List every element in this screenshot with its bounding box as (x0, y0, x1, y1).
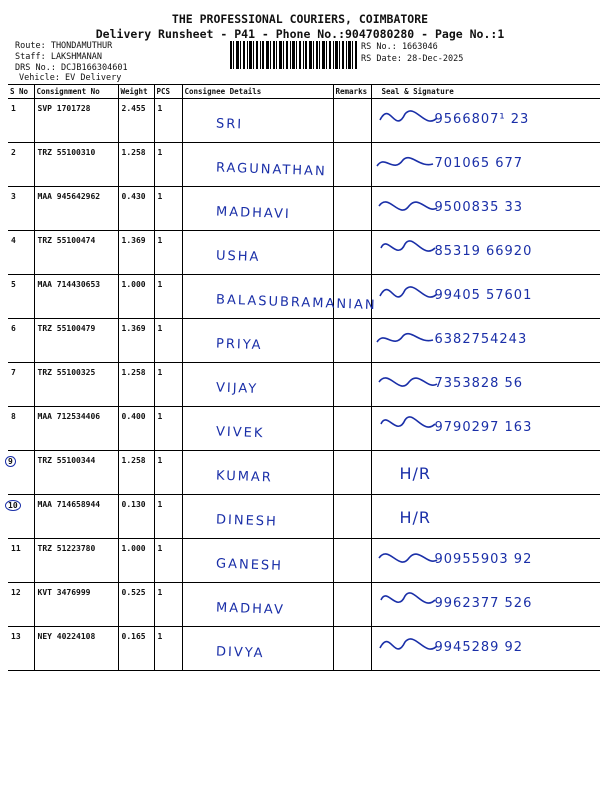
row-remarks (333, 407, 371, 451)
row-consignment-no-value: NEY 40224108 (37, 632, 96, 641)
table-body (8, 99, 600, 671)
table-row (8, 231, 600, 275)
row-consignment-no-value: TRZ 55100474 (37, 236, 96, 245)
row-signature (371, 275, 600, 319)
row-consignee (182, 275, 377, 319)
row-signature (371, 451, 600, 495)
row-signature (371, 583, 600, 627)
row-sno-value: 3 (11, 192, 16, 201)
table-row (8, 495, 600, 539)
row-remarks (333, 143, 371, 187)
signature-text: H/R (399, 508, 432, 527)
row-consignment-no (34, 407, 118, 451)
row-pcs (154, 583, 182, 627)
row-remarks (333, 627, 371, 671)
row-consignment-no-value: TRZ 51223780 (37, 544, 96, 553)
row-consignee (182, 627, 333, 671)
signature-text: 99405 57601 (434, 288, 533, 303)
table-row (8, 407, 600, 451)
table-row (8, 99, 600, 143)
col-consignment: Consignment No (34, 85, 118, 99)
row-weight-value: 0.400 (121, 412, 146, 421)
row-sno (8, 143, 34, 187)
row-consignment-no-value: SVP 1701728 (37, 104, 91, 113)
table-row (8, 627, 600, 671)
row-sno (8, 275, 34, 319)
row-sno (8, 627, 34, 671)
row-weight (118, 495, 154, 539)
row-pcs (154, 143, 182, 187)
row-consignment-no-value: TRZ 55100310 (37, 148, 96, 157)
signature-box (375, 632, 599, 670)
signature-box (375, 192, 599, 230)
row-weight (118, 583, 154, 627)
staff-label: Staff: LAKSHMANAN (15, 52, 102, 62)
row-weight (118, 407, 154, 451)
runsheet-subtitle: Delivery Runsheet - P41 - Phone No.:9047080280 - Page No.:1 (95, 27, 505, 41)
signature-text: 7353828 56 (434, 376, 524, 391)
row-consignment-no (34, 231, 118, 275)
row-weight-value: 0.525 (121, 588, 146, 597)
row-consignment-no-value: MAA 945642962 (37, 192, 101, 201)
row-signature (371, 99, 600, 143)
row-consignment-no (34, 99, 118, 143)
signature-box (375, 324, 599, 362)
row-weight (118, 363, 154, 407)
signature-box (375, 456, 599, 494)
signature-box (375, 500, 599, 538)
table-row (8, 363, 600, 407)
row-consignee (182, 539, 333, 583)
row-consignment-no-value: MAA 712534406 (37, 412, 101, 421)
signature-box (375, 368, 599, 406)
table-row (8, 275, 600, 319)
row-consignment-no (34, 627, 118, 671)
row-remarks (333, 363, 371, 407)
row-sno (8, 99, 34, 143)
signature-box (375, 588, 599, 626)
col-consignee: Consignee Details (182, 85, 333, 99)
row-signature (371, 495, 600, 539)
row-pcs-value: 1 (157, 632, 163, 641)
row-sno-value: 5 (11, 280, 16, 289)
table-row (8, 143, 600, 187)
rs-number: RS No.: 1663046 (361, 42, 438, 52)
row-consignment-no-value: TRZ 55100344 (37, 456, 96, 465)
consignee-name: VIJAY (215, 380, 258, 397)
row-sno-value: 2 (11, 148, 16, 157)
signature-text: 9962377 526 (434, 596, 533, 611)
row-pcs (154, 99, 182, 143)
row-signature (371, 143, 600, 187)
row-weight-value: 2.455 (121, 104, 146, 113)
row-sno-value: 7 (11, 368, 16, 377)
consignee-name: DIVYA (215, 644, 265, 662)
col-sno: S No (8, 85, 34, 99)
row-pcs (154, 539, 182, 583)
row-pcs-value: 1 (157, 280, 163, 289)
row-weight-value: 1.369 (121, 324, 146, 333)
signature-box (375, 236, 599, 274)
row-sno (8, 583, 34, 627)
row-sno (8, 539, 34, 583)
row-pcs-value: 1 (157, 544, 163, 553)
signature-text: 9790297 163 (434, 420, 533, 435)
signature-text: 9945289 92 (434, 640, 524, 655)
row-consignment-no (34, 319, 118, 363)
row-sno-value: 4 (11, 236, 16, 245)
consignee-name: GANESH (215, 556, 283, 574)
row-consignee (182, 495, 333, 539)
row-weight (118, 319, 154, 363)
row-consignee (182, 143, 333, 187)
row-sno (8, 231, 34, 275)
row-consignee (182, 583, 333, 627)
signature-text: 85319 66920 (434, 244, 533, 259)
row-consignee (182, 231, 333, 275)
row-pcs-value: 1 (157, 500, 163, 509)
consignee-name: MADHAVI (215, 204, 291, 223)
row-consignment-no-value: KVT 3476999 (37, 588, 91, 597)
row-consignment-no-value: TRZ 55100325 (37, 368, 96, 377)
row-signature (371, 539, 600, 583)
row-pcs (154, 187, 182, 231)
signature-text: 9500835 33 (434, 200, 524, 215)
row-consignee (182, 187, 333, 231)
row-signature (371, 407, 600, 451)
rs-date: RS Date: 28-Dec-2025 (361, 54, 464, 64)
row-consignee (182, 319, 333, 363)
table-row (8, 539, 600, 583)
row-remarks (333, 495, 371, 539)
row-pcs (154, 319, 182, 363)
table-row (8, 451, 600, 495)
row-consignment-no-value: MAA 714430653 (37, 280, 101, 289)
row-weight (118, 231, 154, 275)
row-consignment-no (34, 451, 118, 495)
consignee-name: BALASUBRAMANIAN (215, 292, 377, 314)
row-consignment-no (34, 363, 118, 407)
row-consignee (182, 363, 333, 407)
consignee-name: PRIYA (215, 336, 263, 354)
row-sno-value: 9 (5, 456, 16, 467)
row-consignee (182, 451, 333, 495)
signature-text: 90955903 92 (434, 552, 533, 567)
row-weight (118, 187, 154, 231)
row-weight-value: 0.430 (121, 192, 146, 201)
row-pcs (154, 275, 182, 319)
row-signature (371, 627, 600, 671)
col-remarks: Remarks (333, 85, 371, 99)
row-consignee (182, 99, 333, 143)
signature-box (375, 104, 599, 142)
row-consignment-no (34, 275, 118, 319)
row-remarks (333, 451, 371, 495)
route-label: Route: THONDAMUTHUR (15, 41, 113, 51)
row-sno-value: 6 (11, 324, 16, 333)
row-pcs (154, 495, 182, 539)
row-remarks (333, 539, 371, 583)
row-weight-value: 1.000 (121, 280, 146, 289)
consignee-name: KUMAR (215, 468, 273, 486)
row-signature (371, 187, 600, 231)
row-remarks (333, 319, 371, 363)
row-pcs (154, 407, 182, 451)
row-weight (118, 99, 154, 143)
row-sno (8, 363, 34, 407)
row-signature (371, 319, 600, 363)
row-pcs-value: 1 (157, 324, 163, 333)
row-weight-value: 1.258 (121, 456, 146, 465)
row-pcs (154, 363, 182, 407)
row-sno-value: 11 (11, 544, 21, 553)
col-weight: Weight (118, 85, 154, 99)
table-row (8, 583, 600, 627)
signature-text: 9566807¹ 23 (434, 112, 530, 127)
table-row (8, 187, 600, 231)
vehicle-label: Vehicle: EV Delivery (19, 73, 122, 83)
row-weight (118, 627, 154, 671)
row-consignment-no (34, 187, 118, 231)
row-sno-value: 10 (5, 500, 21, 511)
row-weight (118, 539, 154, 583)
runsheet-table (8, 84, 600, 671)
signature-text: 701065 677 (434, 156, 524, 171)
row-sno (8, 407, 34, 451)
row-remarks (333, 99, 371, 143)
consignee-name: MADHAV (215, 600, 285, 618)
barcode-image (230, 41, 358, 69)
row-weight-value: 0.165 (121, 632, 146, 641)
row-pcs-value: 1 (157, 236, 163, 245)
row-pcs (154, 231, 182, 275)
row-weight (118, 451, 154, 495)
signature-box (375, 412, 599, 450)
signature-box (375, 148, 599, 186)
row-pcs-value: 1 (157, 588, 163, 597)
consignee-name: RAGUNATHAN (215, 160, 327, 180)
row-sno-value: 8 (11, 412, 16, 421)
consignee-name: SRI (215, 116, 243, 133)
row-signature (371, 231, 600, 275)
row-weight-value: 1.258 (121, 368, 146, 377)
signature-text: 6382754243 (434, 332, 528, 347)
row-consignment-no (34, 495, 118, 539)
row-pcs-value: 1 (157, 368, 163, 377)
row-weight (118, 275, 154, 319)
row-pcs-value: 1 (157, 104, 163, 113)
row-remarks (333, 583, 371, 627)
row-consignment-no-value: TRZ 55100479 (37, 324, 96, 333)
row-weight-value: 1.258 (121, 148, 146, 157)
row-pcs-value: 1 (157, 456, 163, 465)
row-sno-value: 12 (11, 588, 21, 597)
signature-box (375, 544, 599, 582)
row-weight (118, 143, 154, 187)
row-consignment-no (34, 539, 118, 583)
row-consignee (182, 407, 333, 451)
col-pcs: PCS (154, 85, 182, 99)
row-consignment-no-value: MAA 714658944 (37, 500, 101, 509)
drs-label: DRS No.: DCJB166304601 (15, 63, 128, 73)
row-sno (8, 495, 34, 539)
row-weight-value: 0.130 (121, 500, 146, 509)
signature-box (375, 280, 599, 318)
row-consignment-no (34, 143, 118, 187)
row-consignment-no (34, 583, 118, 627)
row-sno-value: 1 (11, 104, 16, 113)
row-weight-value: 1.000 (121, 544, 146, 553)
consignee-name: DINESH (215, 512, 278, 530)
row-signature (371, 363, 600, 407)
row-pcs-value: 1 (157, 412, 163, 421)
row-remarks (333, 231, 371, 275)
row-sno (8, 319, 34, 363)
row-pcs (154, 627, 182, 671)
row-remarks (333, 187, 371, 231)
row-weight-value: 1.369 (121, 236, 146, 245)
row-sno (8, 187, 34, 231)
row-pcs-value: 1 (157, 148, 163, 157)
table-header-row (8, 85, 600, 99)
consignee-name: USHA (215, 248, 261, 266)
rs-info (361, 41, 463, 65)
signature-text: H/R (399, 464, 432, 483)
company-title: THE PROFESSIONAL COURIERS, COIMBATORE (171, 12, 429, 26)
consignee-name: VIVEK (215, 424, 265, 442)
table-row (8, 319, 600, 363)
row-sno-value: 13 (11, 632, 21, 641)
row-pcs-value: 1 (157, 192, 163, 201)
row-pcs (154, 451, 182, 495)
col-signature: Seal & Signature (371, 85, 600, 99)
row-sno (8, 451, 34, 495)
